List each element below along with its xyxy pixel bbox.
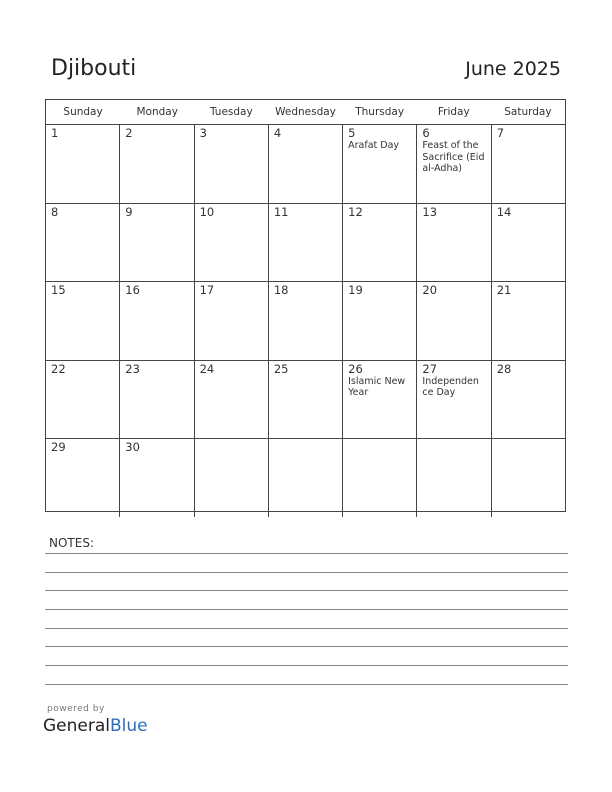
day-number: 9 xyxy=(125,204,133,219)
notes-label: NOTES: xyxy=(49,536,94,550)
day-number: 24 xyxy=(199,361,215,376)
day-number: 23 xyxy=(125,361,140,376)
weekday-label: Thursday xyxy=(355,106,405,118)
holiday-label: Arafat Day xyxy=(348,140,400,151)
day-number: 6 xyxy=(422,126,430,140)
calendar-grid xyxy=(45,99,566,512)
weekday-label: Wednesday xyxy=(275,106,336,118)
weekday-label: Sunday xyxy=(63,106,103,118)
day-number: 20 xyxy=(422,283,438,298)
notes-line xyxy=(45,609,568,610)
day-number: 21 xyxy=(496,283,512,298)
day-cell xyxy=(46,204,120,282)
weekday-header-row xyxy=(46,100,565,125)
day-cell xyxy=(120,282,194,360)
holiday-label: Independen ce Day xyxy=(422,375,479,399)
notes-line xyxy=(45,628,568,629)
day-number: 3 xyxy=(199,126,207,140)
day-cell xyxy=(120,439,194,517)
day-number: 7 xyxy=(496,126,505,140)
day-cell xyxy=(120,125,194,203)
day-cell xyxy=(343,282,417,360)
day-number: 11 xyxy=(273,204,289,219)
day-cell xyxy=(195,204,269,282)
day-number: 13 xyxy=(422,204,438,219)
day-cell xyxy=(417,282,491,360)
day-number: 30 xyxy=(125,440,140,455)
day-cell xyxy=(492,204,565,282)
weekday-label: Monday xyxy=(136,106,178,118)
day-number: 29 xyxy=(51,440,66,455)
day-cell xyxy=(492,125,565,203)
day-number: 8 xyxy=(51,204,59,219)
generalblue-logo[interactable] xyxy=(43,716,148,736)
day-number: 10 xyxy=(199,204,215,219)
day-number: 4 xyxy=(273,126,282,140)
day-cell xyxy=(492,361,565,439)
week-row xyxy=(46,361,565,440)
day-number: 22 xyxy=(51,361,66,376)
weekday-label: Saturday xyxy=(504,106,552,118)
day-cell xyxy=(195,282,269,360)
day-cell xyxy=(343,204,417,282)
day-cell xyxy=(46,282,120,360)
day-cell xyxy=(417,125,491,203)
day-number: 2 xyxy=(125,126,133,140)
day-number: 17 xyxy=(199,283,215,298)
day-cell xyxy=(195,125,269,203)
day-cell xyxy=(492,439,565,517)
day-number: 18 xyxy=(273,283,289,298)
day-cell xyxy=(343,439,417,517)
weekday-label: Friday xyxy=(437,106,470,118)
day-cell xyxy=(269,125,343,203)
notes-line xyxy=(45,646,568,647)
day-number: 14 xyxy=(496,204,512,219)
notes-line xyxy=(45,590,568,591)
day-cell xyxy=(417,204,491,282)
day-cell xyxy=(492,282,565,360)
week-row xyxy=(46,125,565,204)
notes-line xyxy=(45,665,568,666)
day-cell xyxy=(46,125,120,203)
day-number: 28 xyxy=(496,361,512,376)
day-cell xyxy=(269,204,343,282)
day-number: 19 xyxy=(348,283,363,298)
powered-by-text: powered by xyxy=(47,704,105,714)
day-number: 12 xyxy=(348,204,363,219)
day-cell xyxy=(343,125,417,203)
day-cell xyxy=(120,204,194,282)
weekday-label: Tuesday xyxy=(209,106,253,118)
day-number: 15 xyxy=(51,283,66,298)
calendar-country: Djibouti xyxy=(51,56,137,81)
day-cell xyxy=(195,439,269,517)
calendar-month: June 2025 xyxy=(465,58,561,80)
day-number: 5 xyxy=(348,126,356,140)
day-cell xyxy=(269,282,343,360)
notes-line xyxy=(45,684,568,685)
day-cell xyxy=(46,439,120,517)
day-cell xyxy=(120,361,194,439)
week-row xyxy=(46,439,565,517)
logo-blue-text: Blue xyxy=(110,716,148,736)
notes-line xyxy=(45,553,568,554)
day-cell xyxy=(46,361,120,439)
day-number: 25 xyxy=(273,361,289,376)
day-cell xyxy=(269,361,343,439)
day-number: 1 xyxy=(51,126,59,140)
day-cell xyxy=(195,361,269,439)
day-number: 27 xyxy=(422,361,438,376)
logo-general-text: General xyxy=(43,716,110,736)
day-cell xyxy=(343,361,417,439)
week-row xyxy=(46,282,565,361)
day-cell xyxy=(417,439,491,517)
day-number: 16 xyxy=(125,283,140,298)
day-cell xyxy=(417,361,491,439)
day-number: 26 xyxy=(348,361,363,376)
holiday-label: Islamic New Year xyxy=(348,375,406,399)
week-row xyxy=(46,204,565,283)
holiday-label: Feast of the Sacrifice (Eid al-Adha) xyxy=(422,140,485,174)
day-cell xyxy=(269,439,343,517)
notes-line xyxy=(45,572,568,573)
